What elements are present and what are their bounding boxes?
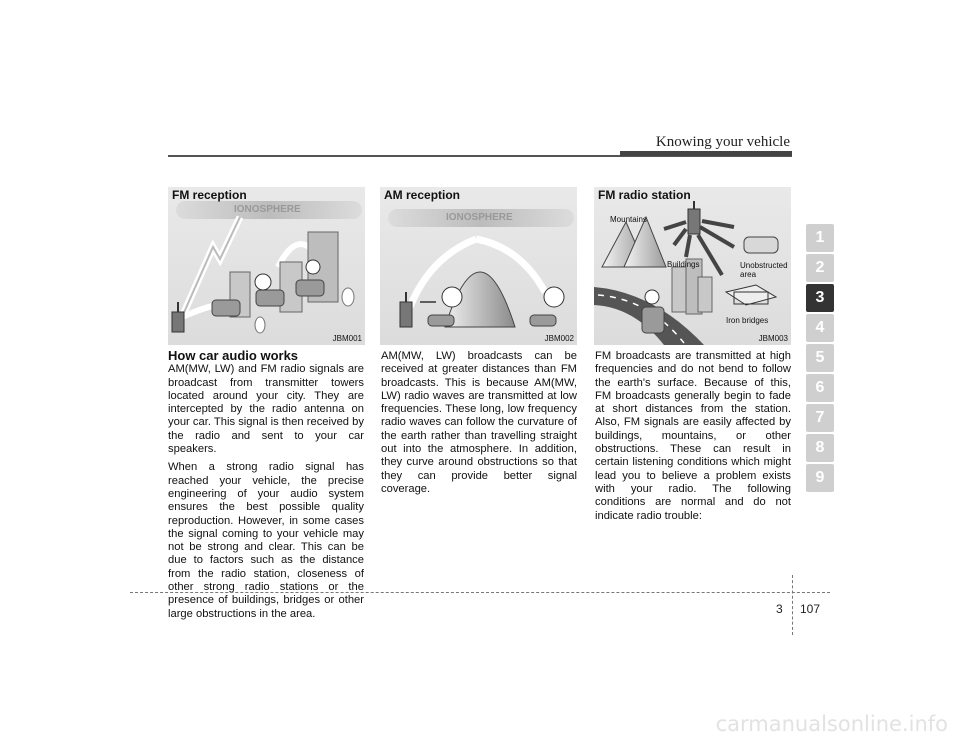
chapter-tab-8[interactable]: 8	[806, 434, 834, 462]
tree	[255, 317, 265, 333]
car	[642, 307, 664, 333]
header-rule-accent	[620, 151, 792, 156]
column-right	[595, 350, 791, 528]
signal-bubble	[306, 260, 320, 274]
chapter-tab-3[interactable]: 3	[806, 284, 834, 312]
iron-bridges-label: Iron bridges	[726, 316, 769, 325]
chapter-tab-5[interactable]: 5	[806, 344, 834, 372]
buildings-label: Buildings	[667, 260, 700, 269]
paragraph: AM(MW, LW) broadcasts can be received at greater distances than FM broadcasts. This is because AM(MW, LW) radio waves are transmitted at low frequencies. These long, low frequency radio waves can follow the curvature of the earth rather than travelling straight out into the atmosphere. In addition, they curve around obstructions so that they can provide better signal coverage.	[381, 350, 577, 495]
chapter-tabs	[806, 224, 834, 494]
chapter-tab-7[interactable]: 7	[806, 404, 834, 432]
chapter-tab-4[interactable]: 4	[806, 314, 834, 342]
signal-bubble	[442, 287, 462, 307]
footer-divider	[792, 575, 793, 635]
section-heading: How car audio works	[168, 348, 299, 363]
mountains-label: Mountains	[610, 215, 647, 224]
ionosphere-label: IONOSPHERE	[234, 204, 301, 215]
transmitter-tower	[688, 209, 700, 234]
transmitter-tower	[172, 312, 184, 332]
signal-bubble	[645, 290, 659, 304]
watermark: carmanualsonline.info	[715, 712, 948, 736]
figure-title: AM reception	[384, 188, 461, 202]
signal-bubble	[255, 274, 271, 290]
column-left	[168, 349, 364, 626]
footer-chapter-number: 3	[776, 602, 783, 616]
ionosphere-label: IONOSPHERE	[446, 212, 513, 223]
signal-bubble	[544, 287, 564, 307]
car	[212, 300, 240, 316]
chapter-tab-6[interactable]: 6	[806, 374, 834, 402]
paragraph: AM(MW, LW) and FM radio signals are broadcast from transmitter towers located around your city. They are intercepted by the radio antenna on your car. This signal is then received by the radio and sent to your car speakers.	[168, 363, 364, 456]
figure-title: FM radio station	[598, 188, 691, 202]
footer-rule	[130, 592, 830, 593]
figure-code: JBM001	[332, 334, 362, 343]
figure-fm-radio-station	[594, 187, 791, 345]
chapter-tab-1[interactable]: 1	[806, 224, 834, 252]
am-reception-illustration	[380, 187, 577, 345]
figure-am-reception	[380, 187, 577, 345]
car	[744, 237, 778, 253]
figure-title: FM reception	[172, 188, 247, 202]
transmitter-tower	[400, 302, 412, 327]
car	[256, 290, 284, 306]
column-middle	[381, 350, 577, 501]
car	[296, 280, 324, 296]
page-header-title: Knowing your vehicle	[655, 134, 790, 150]
tree	[342, 288, 354, 306]
figure-fm-reception	[168, 187, 365, 345]
figure-code: JBM002	[544, 334, 574, 343]
paragraph: FM broadcasts are transmitted at high frequencies and do not bend to follow the earth's surface. Because of this, FM broadcasts generally begin to fade at short distances from the station. Also, FM signals are easily affected by buildings, mountains, or other obstructions. These can result in certain listening conditions which might lead you to believe a problem exists with your radio. The following conditions are normal and do not indicate radio trouble:	[595, 350, 791, 522]
car	[530, 315, 556, 326]
footer-page-number: 107	[800, 602, 821, 616]
car	[428, 315, 454, 326]
figure-code: JBM003	[758, 334, 788, 343]
unobstructed-area-label: Unobstructed area	[740, 261, 788, 279]
building	[698, 277, 712, 312]
chapter-tab-9[interactable]: 9	[806, 464, 834, 492]
chapter-tab-2[interactable]: 2	[806, 254, 834, 282]
paragraph: When a strong radio signal has reached your vehicle, the precise engineering of your audio system ensures the best possible quality reproduction. However, in some cases the signal coming to your vehicle may not be strong and clear. This can be due to factors such as the distance from the radio station, closeness of other strong radio stations or the presence of buildings, bridges or other large obstructions in the area.	[168, 461, 364, 620]
